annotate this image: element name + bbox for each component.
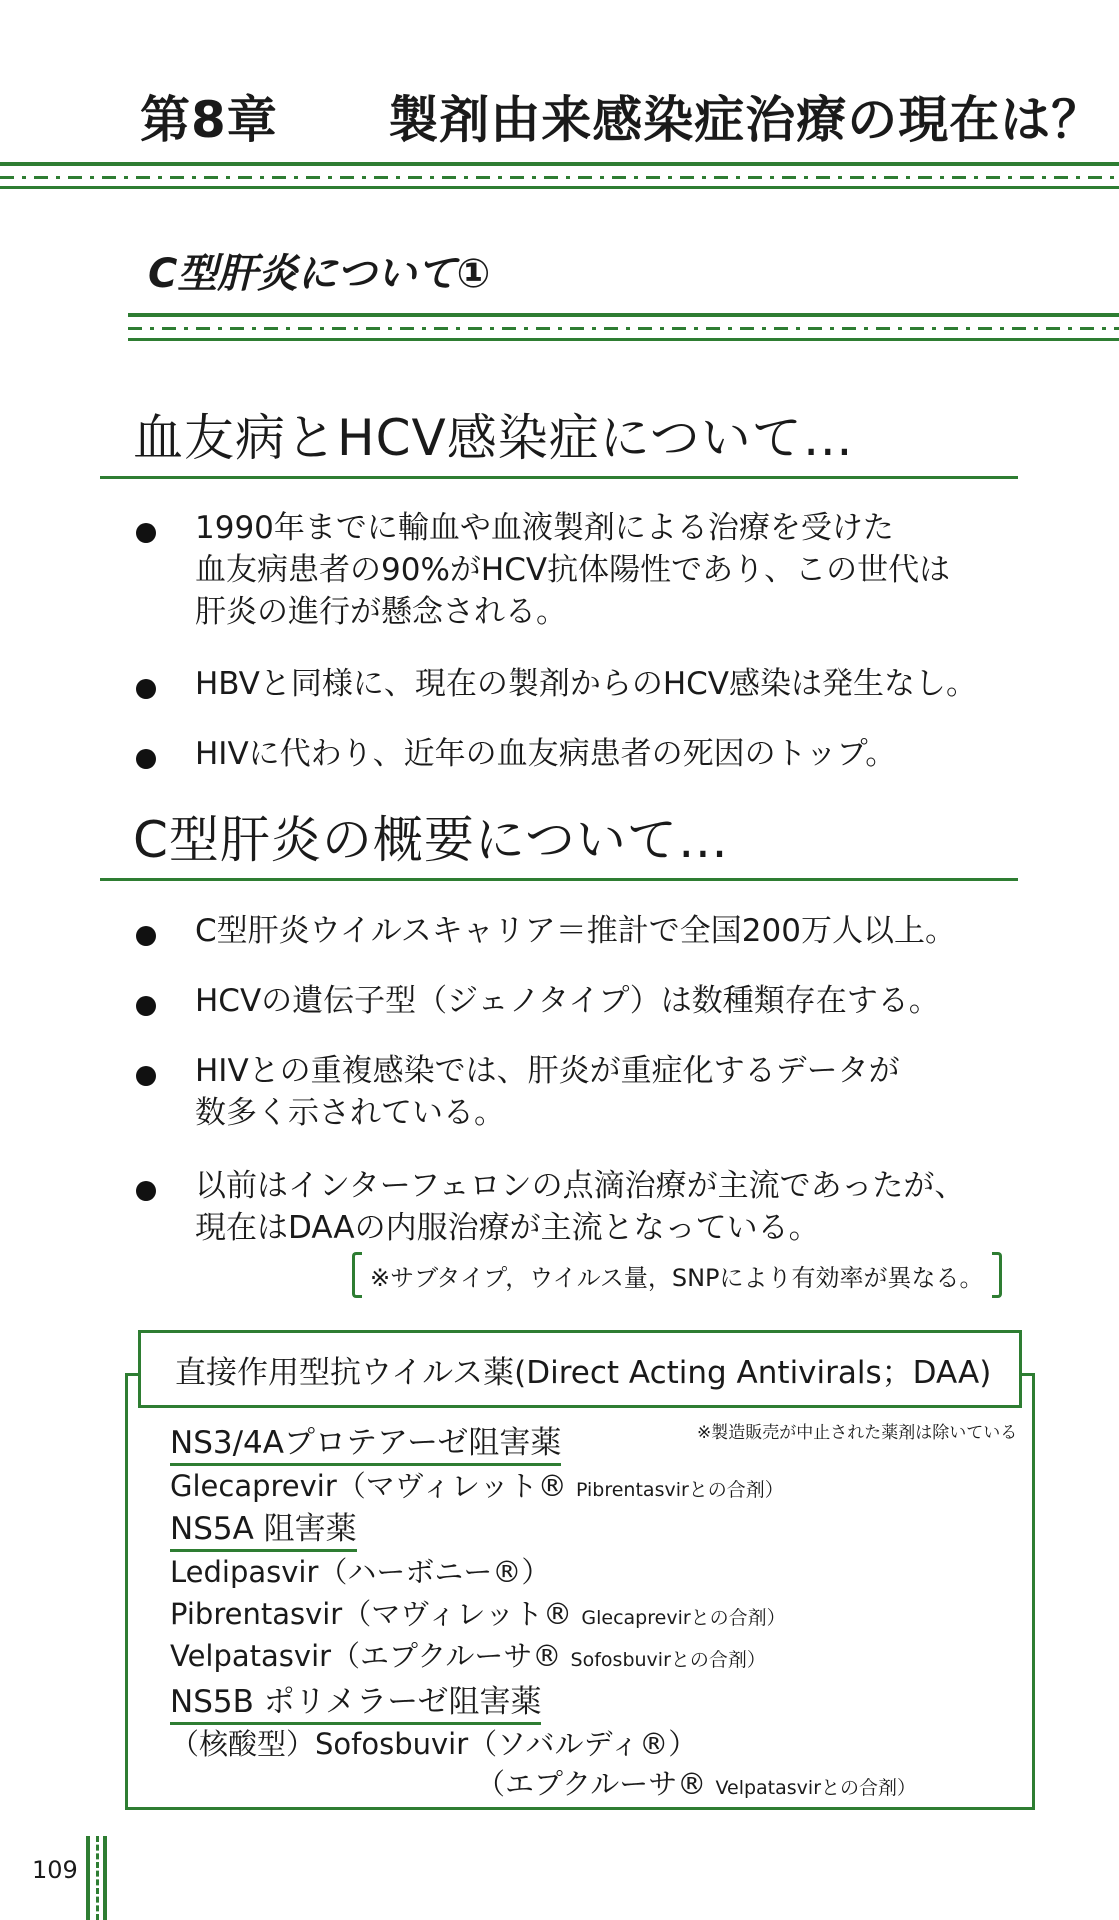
section-rule-dashed: [128, 327, 1119, 330]
note: [352, 1252, 1002, 1298]
bullet-icon: [136, 523, 156, 543]
side-bar: [103, 1836, 107, 1920]
bullet-icon: [136, 679, 156, 699]
bullet-text-line: 数多く示されている。: [195, 1095, 505, 1131]
drug-ledipasvir: [170, 1550, 550, 1591]
bracket-right-icon: [992, 1252, 1002, 1298]
side-bar: [86, 1836, 90, 1920]
drug-category-ns3: [170, 1417, 561, 1462]
section-title: C型肝炎について①: [148, 251, 491, 297]
bullet-text-line: HBVと同様に、現在の製剤からのHCV感染は発生なし。: [195, 666, 977, 702]
drug-epclusa: [476, 1762, 916, 1803]
bullet-text-line: C型肝炎ウイルスキャリア＝推計で全国200万人以上。: [195, 913, 956, 949]
section-rule-bottom: [128, 338, 1119, 341]
chapter-rule-dashed: [0, 176, 1119, 179]
bullet-icon: [136, 1066, 156, 1086]
drug-note: Glecaprevirとの合剤）: [581, 1607, 786, 1629]
drug-name: Pibrentasvir（マヴィレット®: [170, 1597, 573, 1631]
bullet-text-line: 肝炎の進行が懸念される。: [195, 594, 567, 630]
heading-underline: [100, 476, 1018, 479]
drug-category-ns5b: [170, 1676, 541, 1721]
bullet-text-line: HIVに代わり、近年の血友病患者の死因のトップ。: [195, 736, 897, 772]
drug-name: Glecaprevir（マヴィレット®: [170, 1469, 567, 1503]
drug-note: Velpatasvirとの合剤）: [715, 1777, 917, 1799]
drug-name: （核酸型）Sofosbuvir（ソバルディ®）: [170, 1727, 698, 1761]
heading-overview: C型肝炎の概要について…: [133, 811, 729, 869]
heading-underline: [100, 878, 1018, 881]
bullet-text-line: HCVの遺伝子型（ジェノタイプ）は数種類存在する。: [195, 983, 940, 1019]
bullet-text-line: 現在はDAAの内服治療が主流となっている。: [195, 1210, 820, 1246]
chapter-title: [140, 80, 1102, 152]
side-bar-dashed: [96, 1836, 99, 1920]
bullet-text-line: 血友病患者の90%がHCV抗体陽性であり、この世代は: [195, 552, 951, 588]
bullet-text-line: 以前はインターフェロンの点滴治療が主流であったが、: [195, 1168, 966, 1204]
chapter-title-text: 製剤由来感染症治療の現在は？: [388, 91, 1103, 149]
drug-name: （エプクルーサ®: [476, 1767, 707, 1801]
drug-sofosbuvir: [170, 1722, 697, 1763]
category-label: NS5B ポリメラーゼ阻害薬: [170, 1684, 541, 1725]
category-label: NS5A 阻害薬: [170, 1511, 357, 1552]
chapter-number: 第8章: [140, 91, 278, 149]
drug-name: Velpatasvir（エプクルーサ®: [170, 1639, 562, 1673]
bullet-icon: [136, 749, 156, 769]
bullet-icon: [136, 1181, 156, 1201]
daa-box-title: 直接作用型抗ウイルス薬(Direct Acting Antivirals；DAA): [138, 1330, 1022, 1408]
chapter-rule-bottom: [0, 186, 1119, 189]
category-label: NS3/4Aプロテアーゼ阻害薬: [170, 1425, 561, 1466]
discontinued-note: ※製造販売が中止された薬剤は除いている: [697, 1423, 1018, 1443]
chapter-rule-top: [0, 162, 1119, 166]
drug-pibrentasvir: [170, 1592, 786, 1633]
drug-name: Ledipasvir（ハーボニー®）: [170, 1555, 551, 1589]
bracket-left-icon: [352, 1252, 362, 1298]
bullet-text-line: 1990年までに輸血や血液製剤による治療を受けた: [195, 510, 894, 546]
bullet-icon: [136, 996, 156, 1016]
note-text: ※サブタイプ，ウイルス量，SNPにより有効率が異なる。: [370, 1263, 984, 1292]
bullet-icon: [136, 926, 156, 946]
heading-hemophilia: 血友病とHCV感染症について…: [133, 409, 854, 467]
drug-glecaprevir: [170, 1464, 784, 1505]
drug-note: Pibrentasvirとの合剤）: [575, 1479, 784, 1501]
page-number: 109: [32, 1856, 78, 1884]
section-rule-top: [128, 313, 1119, 317]
bullet-text-line: HIVとの重複感染では、肝炎が重症化するデータが: [195, 1053, 900, 1089]
drug-velpatasvir: [170, 1634, 766, 1675]
drug-category-ns5a: [170, 1503, 357, 1548]
drug-note: Sofosbuvirとの合剤）: [570, 1649, 766, 1671]
